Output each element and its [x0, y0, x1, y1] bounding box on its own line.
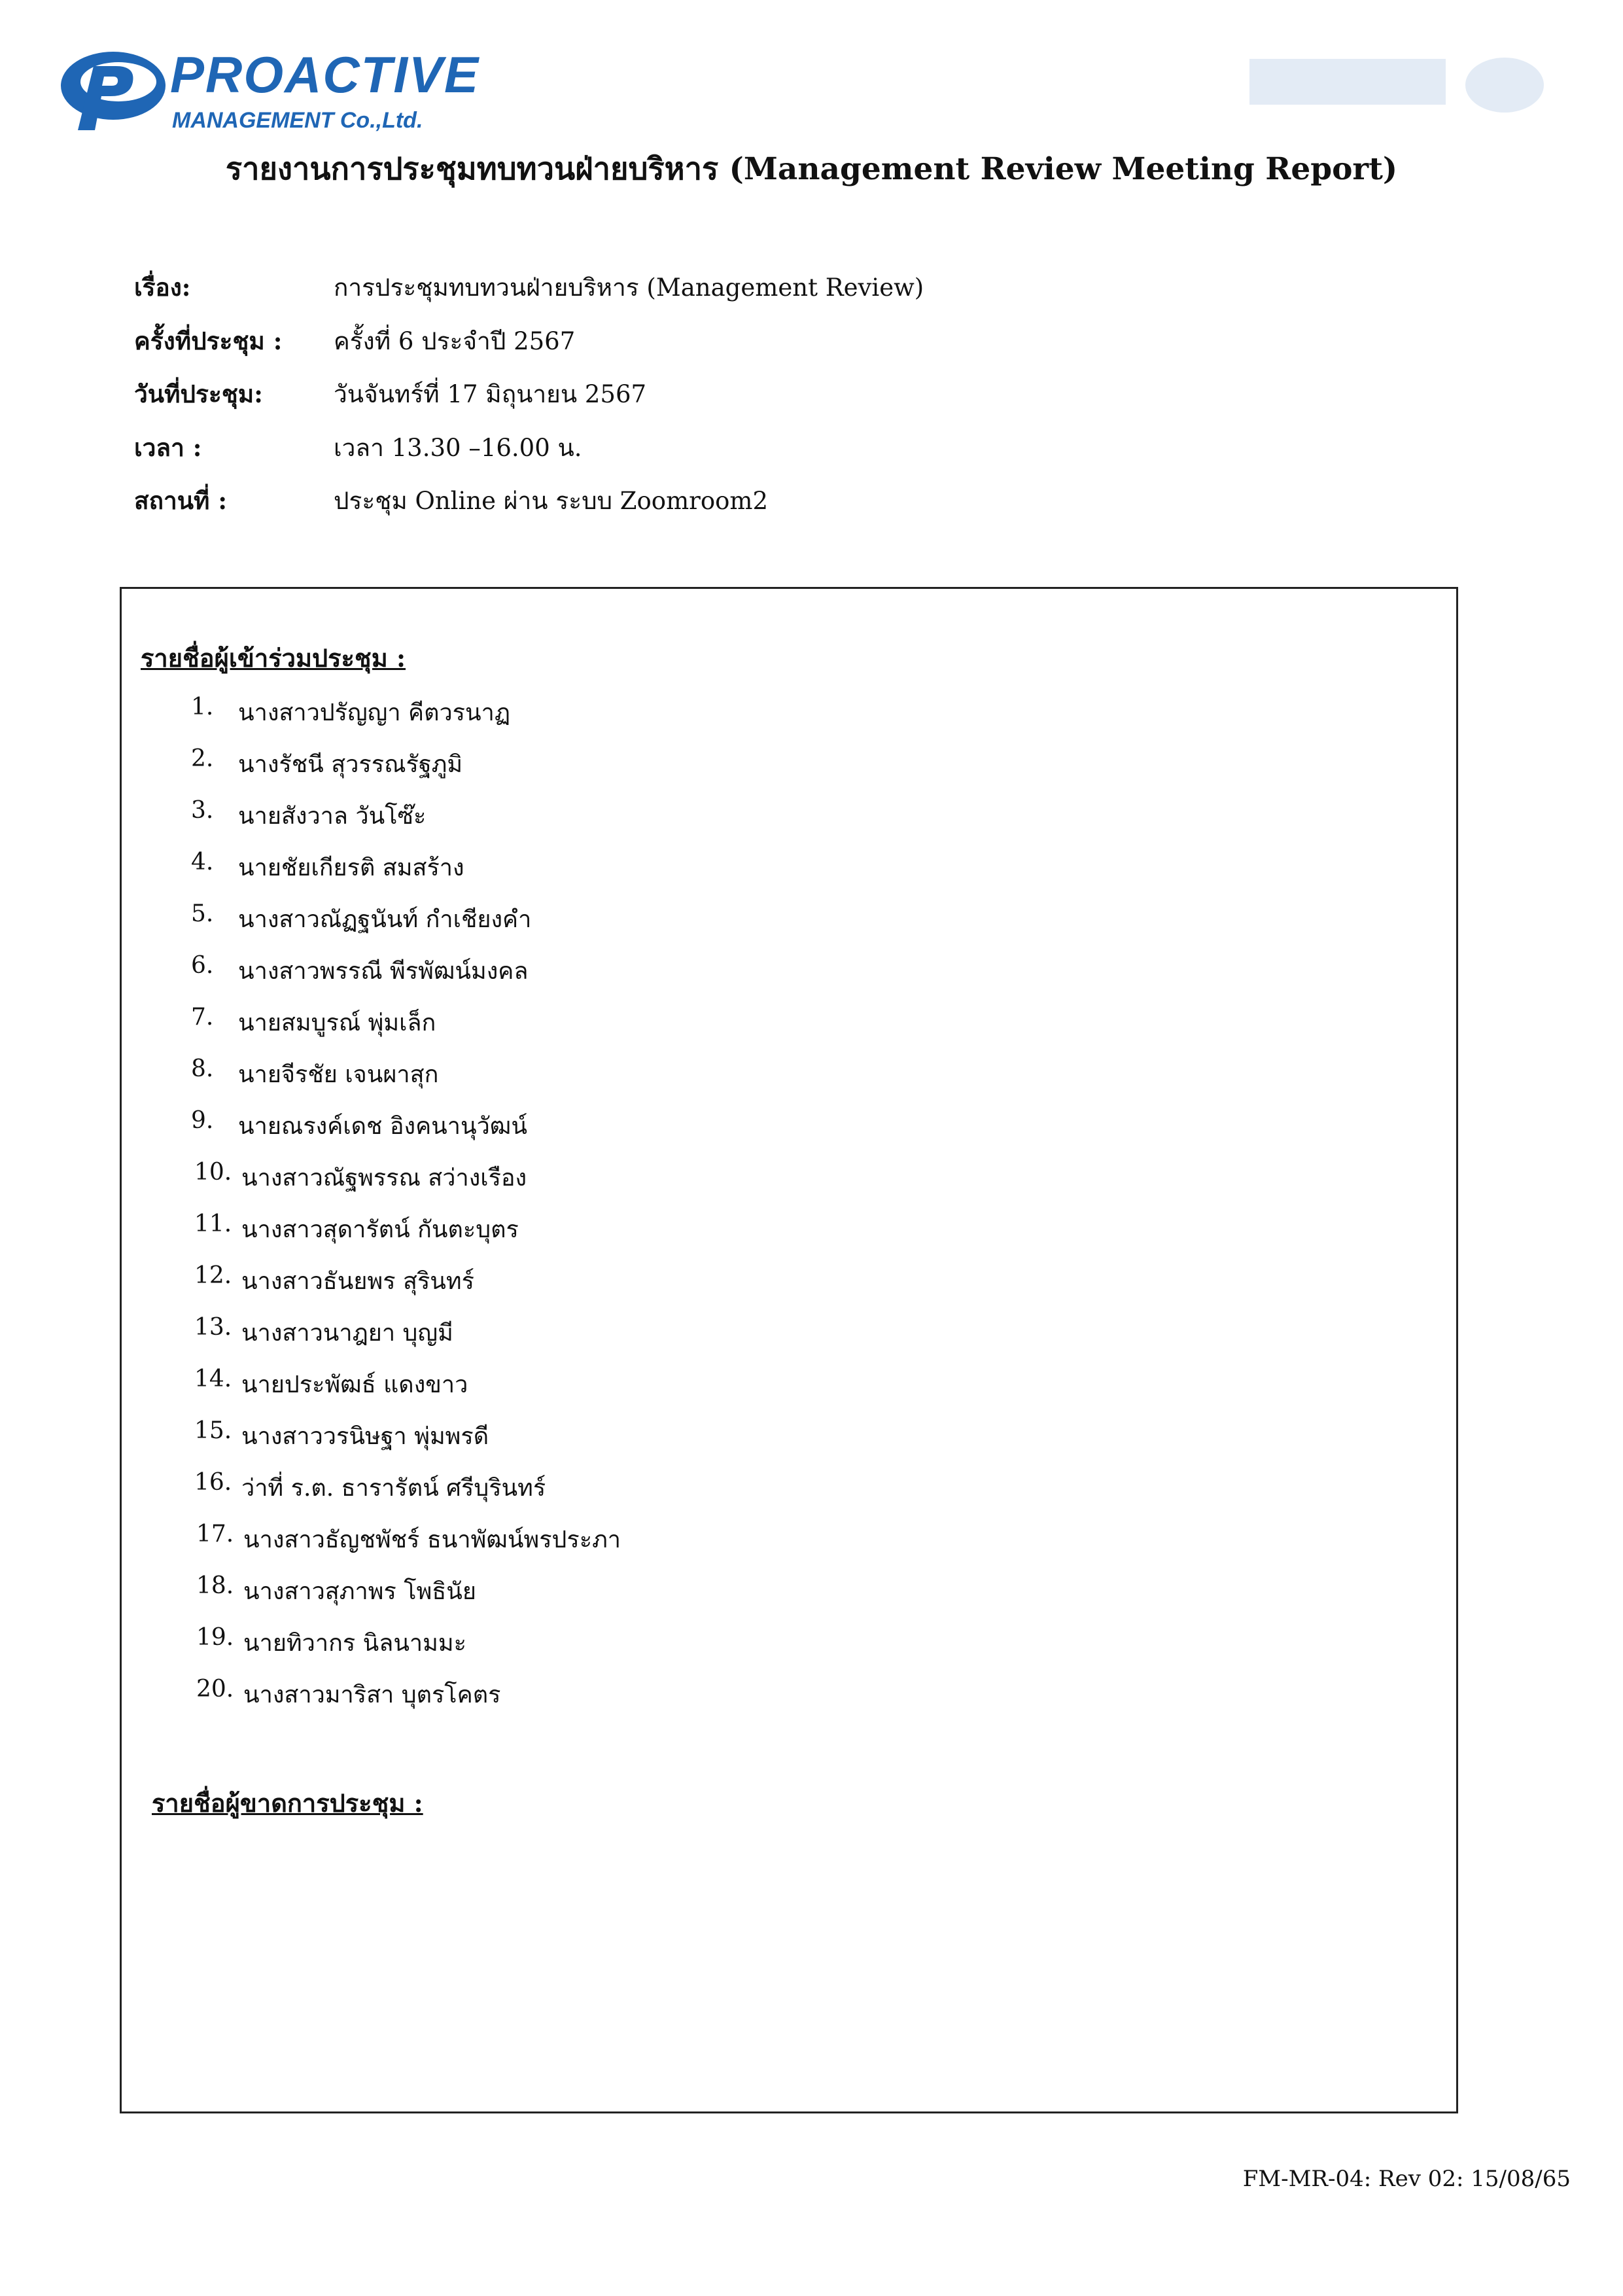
attendee-number: 5. — [191, 900, 214, 927]
attendee-name: นางสาวปรัญญา คีตวรนาฏ — [238, 699, 511, 726]
watermark-logo-icon — [1243, 46, 1557, 137]
attendee-number: 4. — [191, 849, 214, 875]
attendee-name: นางสาววรนิษฐา พุ่มพรดี — [241, 1423, 489, 1450]
form-code: FM-MR-04: Rev 02: 15/08/65 — [1242, 2166, 1571, 2192]
attendee-number: 2. — [191, 745, 214, 772]
attendee-number: 14. — [194, 1366, 232, 1392]
meta-value: ประชุม Online ผ่าน ระบบ Zoomroom2 — [334, 487, 769, 515]
attendee-number: 16. — [194, 1469, 232, 1496]
attendee-number: 8. — [191, 1055, 214, 1082]
report-title: รายงานการประชุมทบทวนฝ่ายบริหาร (Management Review Meeting Report) — [225, 151, 1398, 187]
meta-label: ครั้งที่ประชุม : — [134, 327, 283, 355]
meta-value: วันจันทร์ที่ 17 มิถุนายน 2567 — [334, 380, 647, 408]
attendee-name: นายสังวาล วันโซ๊ะ — [238, 803, 427, 830]
meta-label: เวลา : — [134, 433, 202, 462]
attendee-name: ว่าที่ ร.ต. ธารารัตน์ ศรีบุรินทร์ — [241, 1475, 546, 1502]
attendee-number: 9. — [191, 1107, 214, 1134]
company-logo — [56, 36, 480, 141]
attendee-name: นางสาวนาฎยา บุญมี — [241, 1320, 453, 1347]
attendee-number: 15. — [194, 1417, 232, 1444]
meta-label: วันที่ประชุม: — [134, 380, 263, 408]
meta-value: ครั้งที่ 6 ประจำปี 2567 — [334, 327, 576, 355]
attendee-name: นายชัยเกียรติ สมสร้าง — [238, 855, 464, 881]
attendee-number: 6. — [191, 952, 214, 979]
attendee-number: 1. — [191, 694, 214, 720]
attendee-name: นางสาวธัญชพัชร์ ธนาพัฒน์พรประภา — [243, 1527, 621, 1553]
attendee-name: นางสาวสุดารัตน์ กันตะบุตร — [241, 1216, 519, 1243]
attendee-number: 13. — [194, 1314, 232, 1341]
attendee-name: นายณรงค์เดช อิงคนานุวัฒน์ — [238, 1113, 527, 1140]
logo-main-text: PROACTIVE — [170, 46, 480, 103]
attendee-number: 7. — [191, 1004, 214, 1031]
attendee-name: นางสาวมาริสา บุตรโคตร — [243, 1682, 501, 1708]
attendee-number: 11. — [194, 1210, 232, 1237]
attendee-number: 20. — [196, 1676, 234, 1703]
attendee-number: 19. — [196, 1624, 234, 1651]
attendee-number: 18. — [196, 1572, 234, 1599]
attendee-name: นางสาวสุภาพร โพธินัย — [243, 1578, 476, 1605]
attendees-heading: รายชื่อผู้เข้าร่วมประชุม : — [141, 643, 406, 673]
attendee-number: 12. — [194, 1262, 232, 1289]
attendee-number: 10. — [194, 1159, 232, 1186]
attendee-name: นางสาวพรรณี พีรพัฒน์มงคล — [238, 958, 529, 985]
attendee-name: นางสาวณัฏฐนันท์ กำเชียงคำ — [238, 906, 532, 933]
attendee-number: 17. — [196, 1521, 234, 1547]
meta-value: การประชุมทบทวนฝ่ายบริหาร (Management Review) — [334, 274, 924, 302]
absentees-heading: รายชื่อผู้ขาดการประชุม : — [152, 1788, 423, 1818]
attendee-name: นางสาวธันยพร สุรินทร์ — [241, 1268, 474, 1295]
attendee-name: นายสมบูรณ์ พุ่มเล็ก — [238, 1010, 436, 1036]
attendee-number: 3. — [191, 797, 214, 824]
meta-label: สถานที่ : — [134, 486, 227, 515]
meta-value: เวลา 13.30 –16.00 น. — [334, 434, 582, 462]
meta-label: เรื่อง: — [134, 273, 191, 302]
logo-sub-text: MANAGEMENT Co.,Ltd. — [172, 108, 423, 133]
attendee-name: นายจีรชัย เจนผาสุก — [238, 1061, 439, 1088]
proactive-logo-icon — [56, 41, 167, 139]
attendee-name: นายประพัฒธ์ แดงขาว — [241, 1371, 468, 1398]
attendee-name: นายทิวากร นิลนามมะ — [243, 1630, 466, 1657]
attendee-name: นางรัชนี สุวรรณรัฐภูมิ — [238, 751, 463, 778]
attendee-name: นางสาวณัฐพรรณ สว่างเรือง — [241, 1165, 527, 1192]
